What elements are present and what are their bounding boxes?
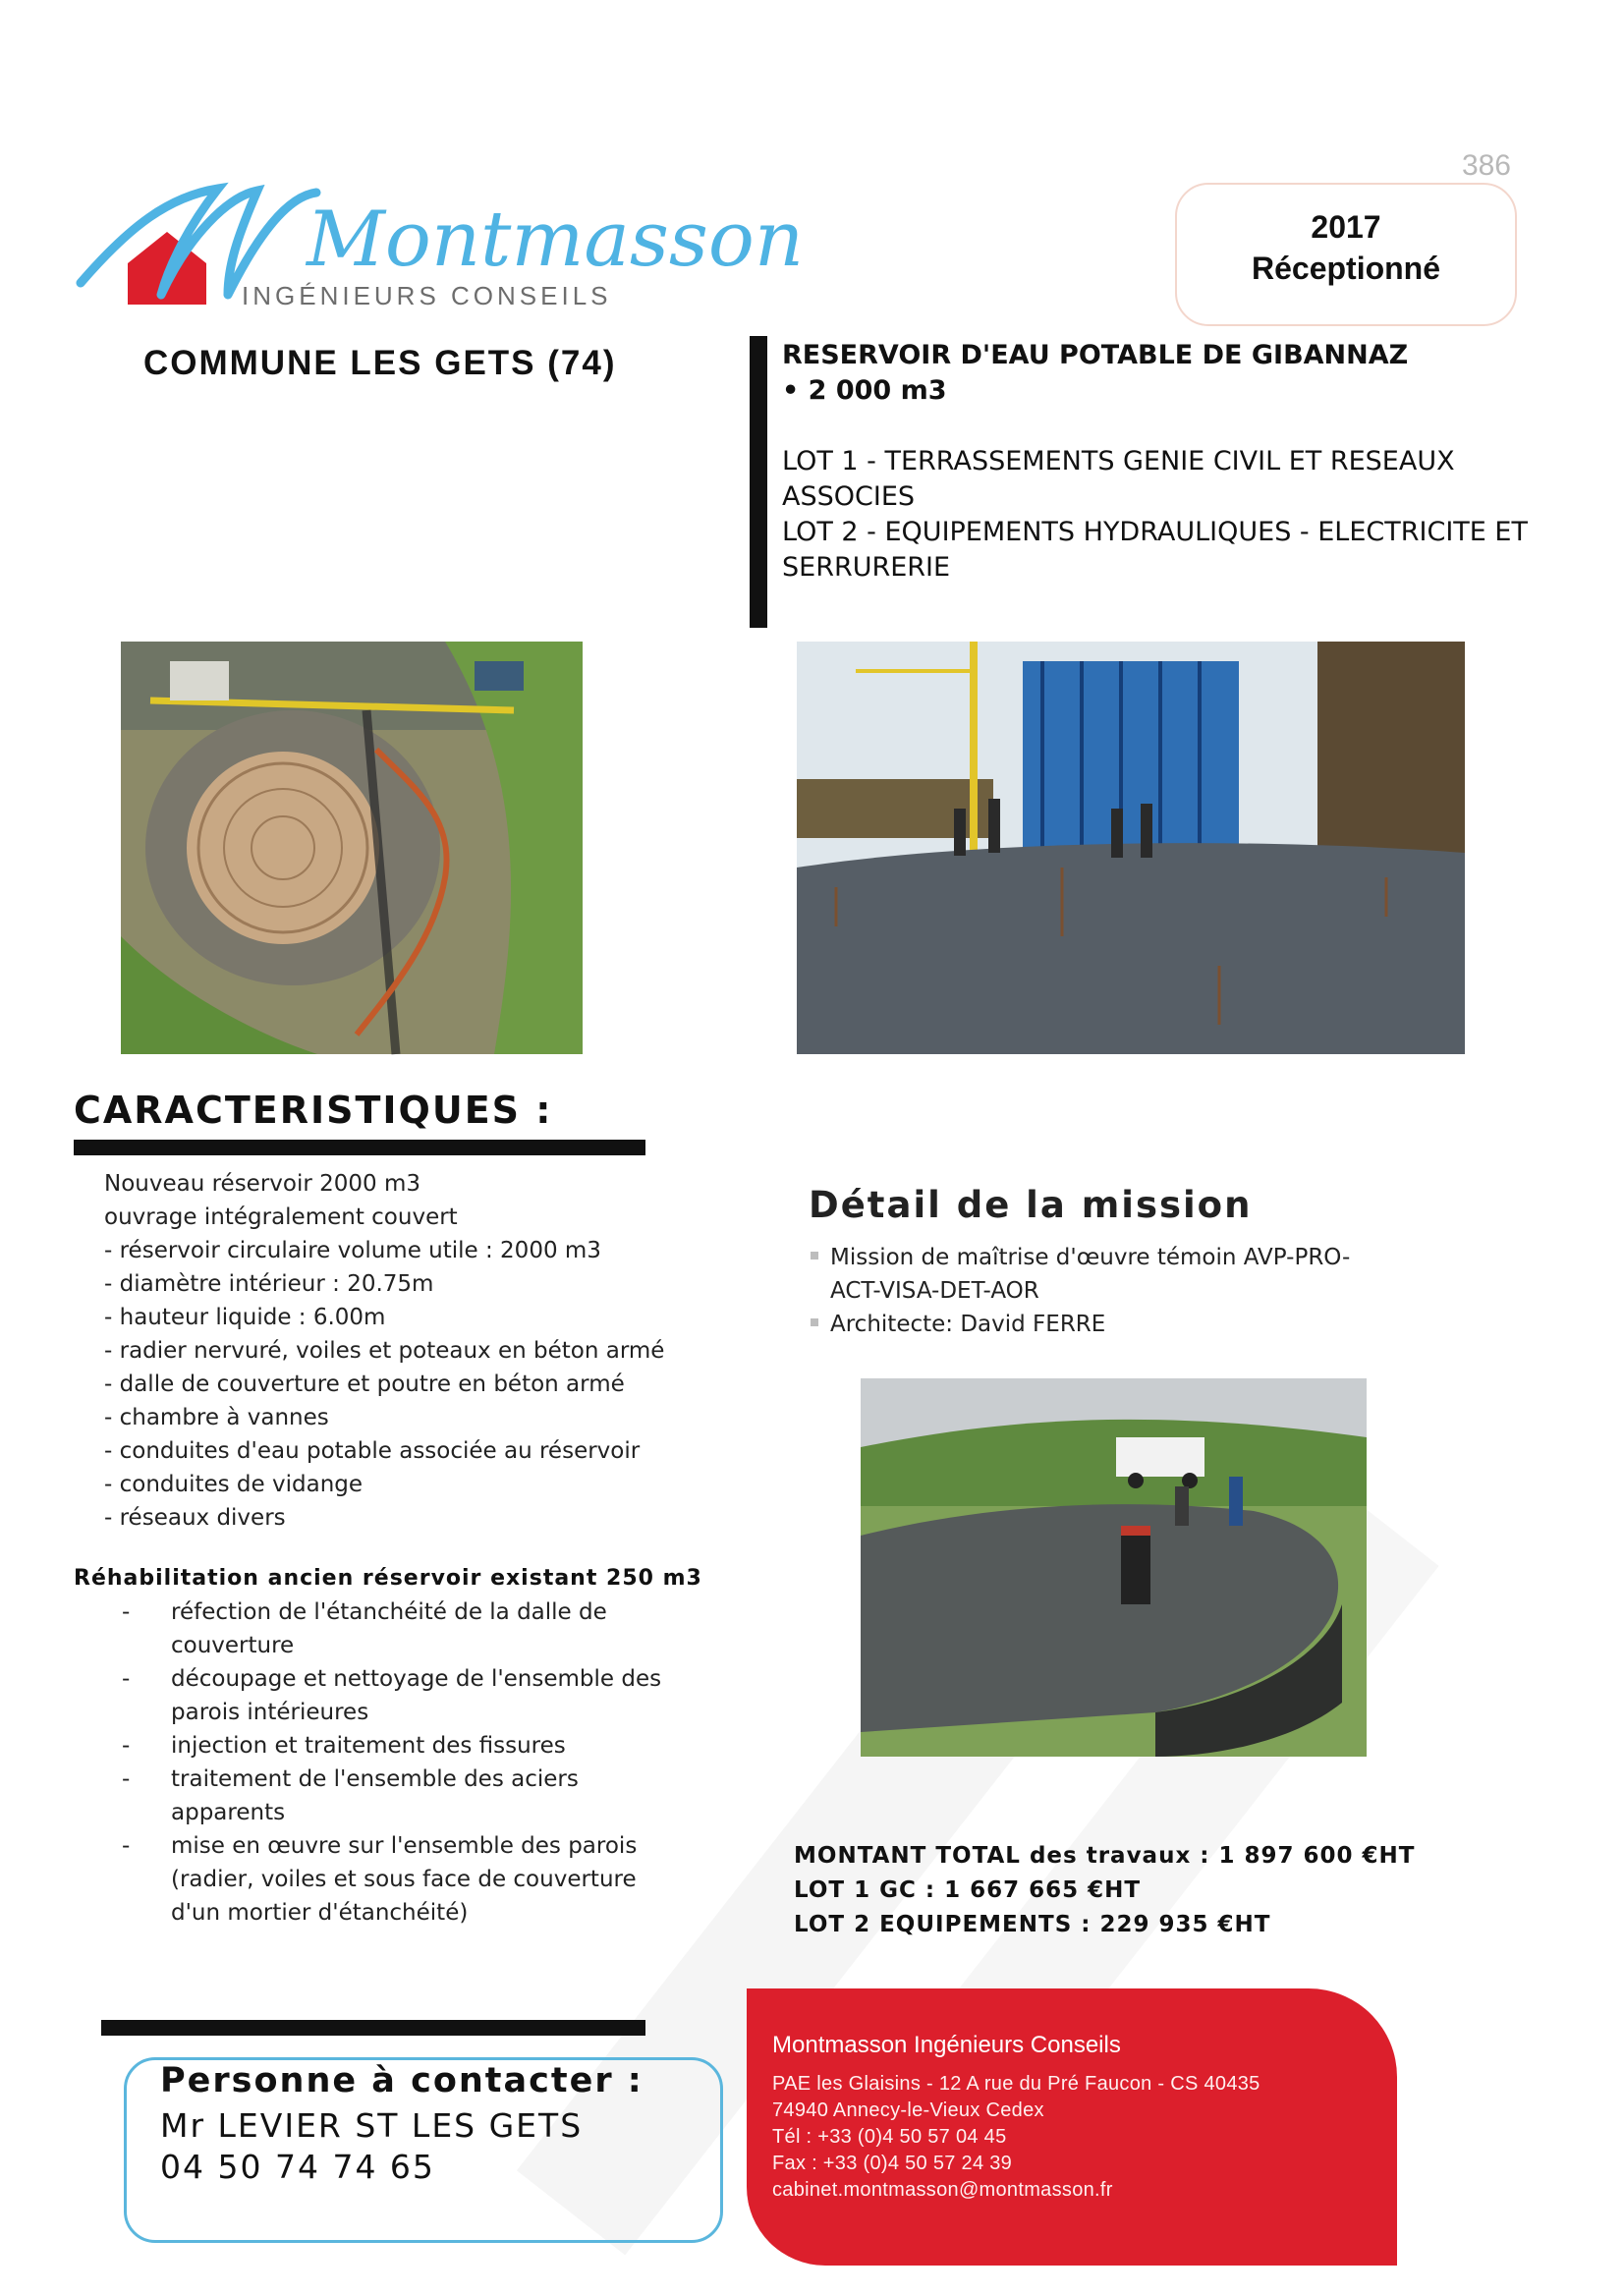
list-item <box>122 1595 672 1662</box>
contact-title: Personne à contacter : <box>160 2061 644 2100</box>
list-item: - conduites d'eau potable associée au réservoir <box>104 1438 641 1464</box>
status-label: Réceptionné <box>1251 251 1441 286</box>
contact-name: Mr LEVIER ST LES GETS <box>160 2106 584 2145</box>
dash: - <box>122 1666 131 1692</box>
rehab-item-text: injection et traitement des fissures <box>171 1733 566 1759</box>
totals-block <box>794 1839 1416 1942</box>
list-item: - dalle de couverture et poutre en béton armé <box>104 1371 625 1397</box>
total-amount: MONTANT TOTAL des travaux : 1 897 600 €HT <box>794 1843 1416 1869</box>
list-item: - conduites de vidange <box>104 1472 364 1497</box>
list-item <box>122 1829 672 1930</box>
contact-divider <box>101 2020 645 2036</box>
bullet-square-icon <box>811 1252 818 1259</box>
dash: - <box>122 1833 131 1859</box>
status-box <box>1175 183 1517 326</box>
project-volume: • 2 000 m3 <box>782 375 947 406</box>
page-number: 386 <box>1461 149 1511 182</box>
lot2-amount: LOT 2 EQUIPEMENTS : 229 935 €HT <box>794 1912 1271 1937</box>
list-item <box>122 1729 672 1763</box>
logo-subtitle: INGÉNIEURS CONSEILS <box>242 281 612 310</box>
rehab-item-text: traitement de l'ensemble des aciers apparents <box>171 1766 579 1825</box>
dash: - <box>122 1733 131 1759</box>
rehab-item-text: découpage et nettoyage de l'ensemble des parois intérieures <box>171 1666 662 1725</box>
logo-script-text: Montmasson <box>307 196 805 284</box>
company-city: 74940 Annecy-le-Vieux Cedex <box>772 2099 1044 2121</box>
dash: - <box>122 1599 131 1625</box>
list-item <box>809 1241 1388 1308</box>
contact-phone: 04 50 74 74 65 <box>160 2148 435 2186</box>
commune-title: COMMUNE LES GETS (74) <box>143 344 617 382</box>
section-divider <box>74 1140 645 1155</box>
rehab-title: Réhabilitation ancien réservoir existant 250 m3 <box>74 1566 702 1591</box>
list-item: - radier nervuré, voiles et poteaux en béton armé <box>104 1338 665 1364</box>
project-block <box>782 338 1548 586</box>
project-lot2: LOT 2 - EQUIPEMENTS HYDRAULIQUES - ELECTRICITE ET <box>782 517 1528 547</box>
project-lot1: LOT 1 - TERRASSEMENTS GENIE CIVIL ET RESEAUX <box>782 446 1455 476</box>
rehab-item-text: réfection de l'étanchéité de la dalle de couverture <box>171 1599 607 1658</box>
mission-list <box>809 1241 1388 1341</box>
company-email[interactable]: cabinet.montmasson@montmasson.fr <box>772 2179 1113 2201</box>
list-item <box>809 1308 1388 1341</box>
status-year: 2017 <box>1311 209 1381 245</box>
project-lot2-cont: SERRURERIE <box>782 552 951 583</box>
company-tel: Tél : +33 (0)4 50 57 04 45 <box>772 2126 1007 2148</box>
list-item: - réservoir circulaire volume utile : 2000 m3 <box>104 1238 601 1263</box>
company-address: PAE les Glaisins - 12 A rue du Pré Faucon - CS 40435 <box>772 2073 1260 2095</box>
construction-formwork-photo <box>797 642 1465 1054</box>
roof-waterproofing-photo <box>861 1378 1367 1757</box>
list-item: Nouveau réservoir 2000 m3 <box>104 1171 421 1197</box>
mission-item-text: Mission de maîtrise d'œuvre témoin AVP-PRO-ACT-VISA-DET-AOR <box>830 1245 1351 1304</box>
company-card <box>747 1988 1397 2266</box>
mission-item-text: Architecte: David FERRE <box>830 1312 1106 1337</box>
project-title: RESERVOIR D'EAU POTABLE DE GIBANNAZ <box>782 340 1409 370</box>
list-item: - chambre à vannes <box>104 1405 329 1430</box>
lot1-amount: LOT 1 GC : 1 667 665 €HT <box>794 1877 1142 1903</box>
list-item: - réseaux divers <box>104 1505 286 1531</box>
company-name: Montmasson Ingénieurs Conseils <box>772 2032 1121 2058</box>
rehab-list <box>122 1595 672 1930</box>
list-item <box>122 1763 672 1829</box>
list-item <box>122 1662 672 1729</box>
list-item: - hauteur liquide : 6.00m <box>104 1305 386 1330</box>
aerial-site-photo <box>121 642 583 1054</box>
list-item: - diamètre intérieur : 20.75m <box>104 1271 434 1297</box>
rehab-item-text: mise en œuvre sur l'ensemble des parois (radier, voiles et sous face de couverture d'un mortier d'étanchéité) <box>171 1833 638 1926</box>
list-item: ouvrage intégralement couvert <box>104 1204 458 1230</box>
caracteristiques-title: CARACTERISTIQUES : <box>74 1089 553 1132</box>
project-side-bar <box>750 336 767 628</box>
project-lot1-cont: ASSOCIES <box>782 481 916 512</box>
company-fax: Fax : +33 (0)4 50 57 24 39 <box>772 2153 1013 2174</box>
mission-title: Détail de la mission <box>809 1184 1253 1226</box>
dash: - <box>122 1766 131 1792</box>
caracteristiques-list <box>104 1167 664 1535</box>
bullet-square-icon <box>811 1318 818 1326</box>
